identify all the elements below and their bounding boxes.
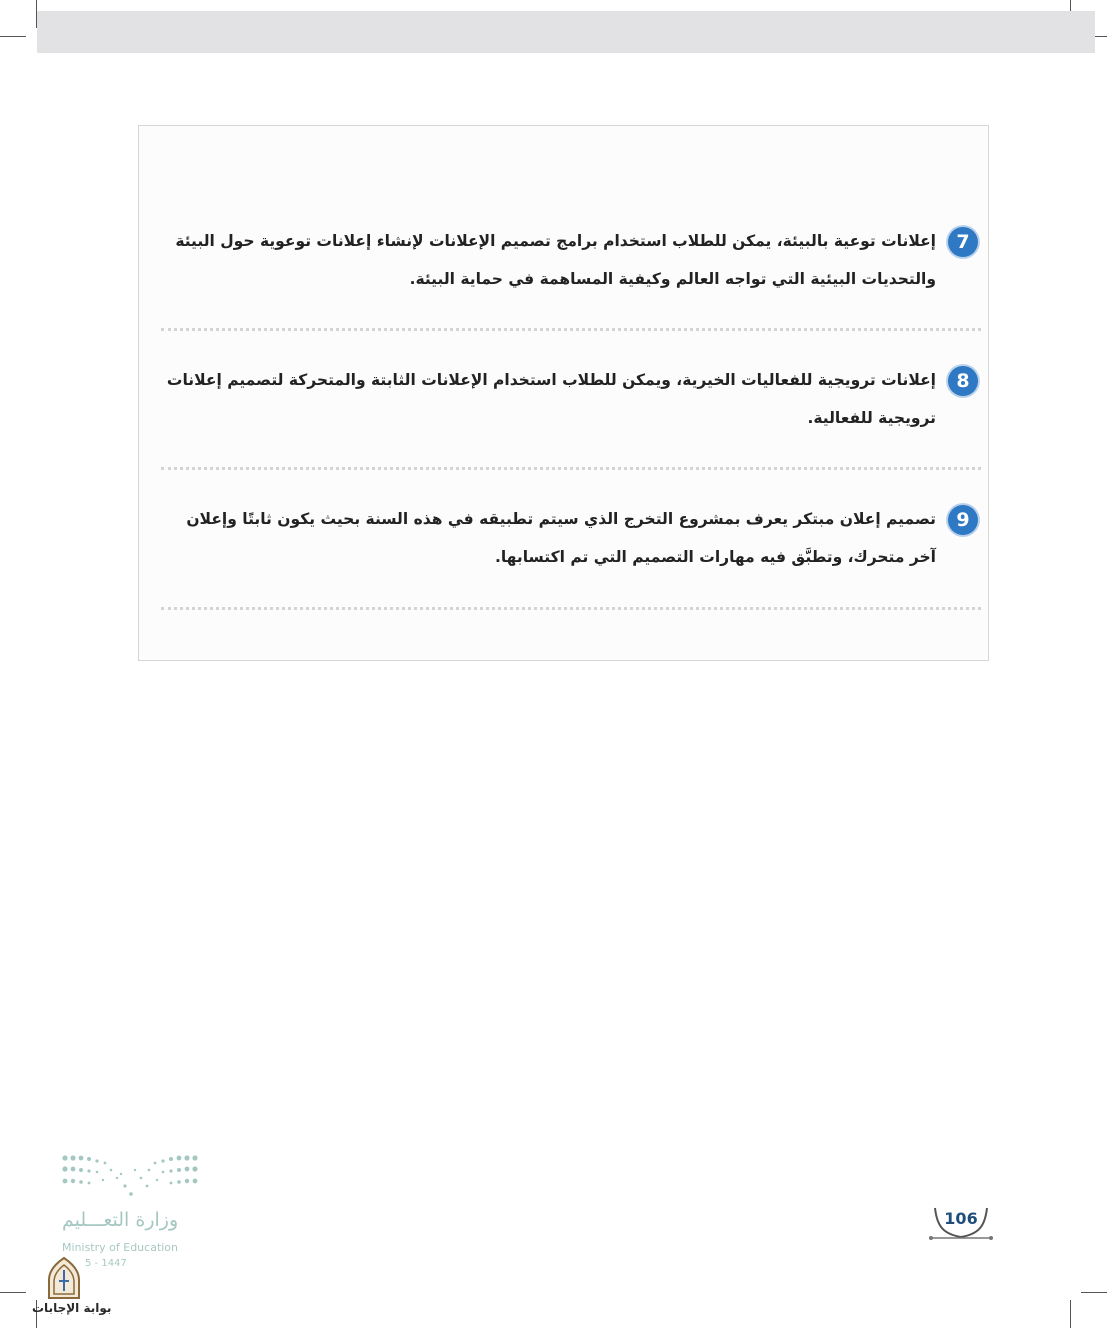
content-panel bbox=[138, 125, 989, 661]
dotted-divider bbox=[161, 607, 981, 610]
item-number-badge: 8 bbox=[948, 366, 978, 396]
ministry-name-english: Ministry of Education bbox=[62, 1241, 179, 1254]
site-watermark: بوابة الإجابات bbox=[32, 1301, 112, 1315]
item-number-badge: 7 bbox=[948, 227, 978, 257]
page-number: 106 bbox=[944, 1209, 978, 1228]
edition-year: 5 - 1447 bbox=[85, 1258, 127, 1269]
crop-mark bbox=[0, 1292, 26, 1293]
crop-mark bbox=[1081, 1292, 1107, 1293]
item-text: تصميم إعلان مبتكر يعرف بمشروع التخرج الذي سيتم تطبيقه في هذه السنة بحيث يكون ثابتًا وإعلان آخر متحرك، وتطبَّق فيه مهارات التصميم التي تم اكتسابها. bbox=[186, 510, 936, 566]
crop-mark bbox=[1070, 1300, 1071, 1328]
ministry-logo bbox=[55, 1150, 205, 1210]
crop-mark bbox=[0, 36, 26, 37]
dotted-divider bbox=[161, 467, 981, 470]
item-text: إعلانات توعية بالبيئة، يمكن للطلاب استخدام برامج تصميم الإعلانات لإنشاء إعلانات توعوية حول البيئة والتحديات البيئية التي تواجه العالم وكيفية المساهمة في حماية البيئة. bbox=[175, 232, 936, 288]
header-band bbox=[37, 11, 1095, 53]
item-text: إعلانات ترويجية للفعاليات الخيرية، ويمكن للطلاب استخدام الإعلانات الثابتة والمتحركة لتصميم إعلانات ترويجية للفعالية. bbox=[166, 371, 936, 427]
ministry-name-arabic: وزارة التعـــليم bbox=[62, 1209, 179, 1231]
dotted-divider bbox=[161, 328, 981, 331]
gateway-emblem-icon bbox=[44, 1256, 84, 1300]
item-number-badge: 9 bbox=[948, 505, 978, 535]
page-number-box bbox=[929, 1204, 993, 1244]
